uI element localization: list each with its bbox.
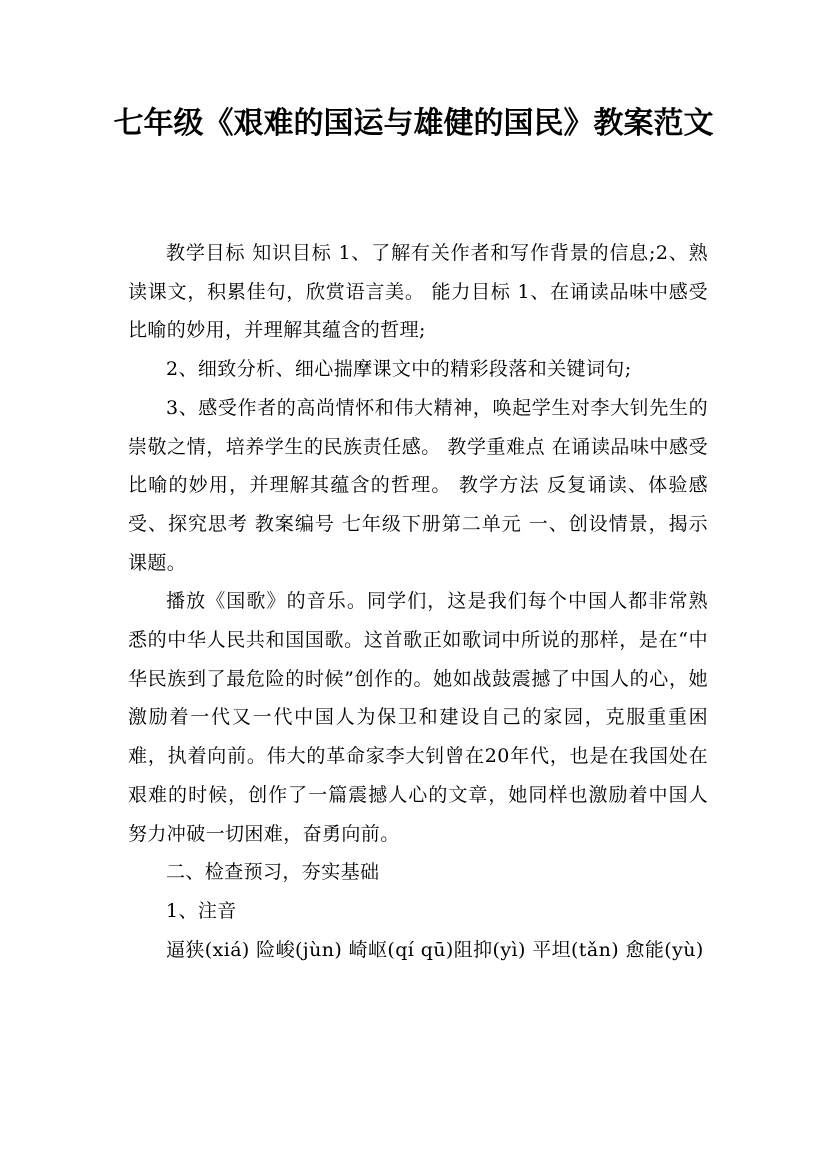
paragraph-pronunciation-list: 逼狭(xiá) 险峻(jùn) 崎岖(qí qū)阻抑(yì) 平坦(tǎn) 愈能(yù) [166,938,704,961]
paragraph-section-2-heading: 二、检查预习，夯实基础 [166,861,380,884]
document-title: 七年级《艰难的国运与雄健的国民》教案范文 [113,106,714,141]
paragraph-pronunciation-heading: 1、注音 [166,899,237,922]
paragraph-anthem: 播放《国歌》的音乐。同学们，这是我们每个中国人都非常熟悉的中华人民共和国国歌。这首歌正如歌词中所说的那样，是在“中华民族到了最危险的时候”创作的。她如战鼓震撼了中国人的心，她激励着一代又一代中国人为保卫和建设自己的家园，克服重重困难，执着向前。伟大的革命家李大钊曾在20年代，也是在我国处在艰难的时候，创作了一篇震撼人心的文章，她同样也激励着中国人努力冲破一切困难，奋勇向前。 [128,590,708,845]
paragraph-objectives: 教学目标 知识目标 1、了解有关作者和写作背景的信息;2、熟读课文，积累佳句，欣赏语言美。 能力目标 1、在诵读品味中感受比喻的妙用，并理解其蕴含的哲理; [128,242,708,342]
paragraph-objective-3: 3、感受作者的高尚情怀和伟大精神，唤起学生对李大钊先生的崇敬之情，培养学生的民族责任感。 教学重难点 在诵读品味中感受比喻的妙用，并理解其蕴含的哲理。 教学方法 反复诵读、体验感受、探究思考 教案编号 七年级下册第二单元 一、创设情景，揭示课题。 [128,396,708,574]
paragraph-objective-2: 2、细致分析、细心揣摩课文中的精彩段落和关键词句; [166,358,632,381]
document-body [128,234,708,969]
